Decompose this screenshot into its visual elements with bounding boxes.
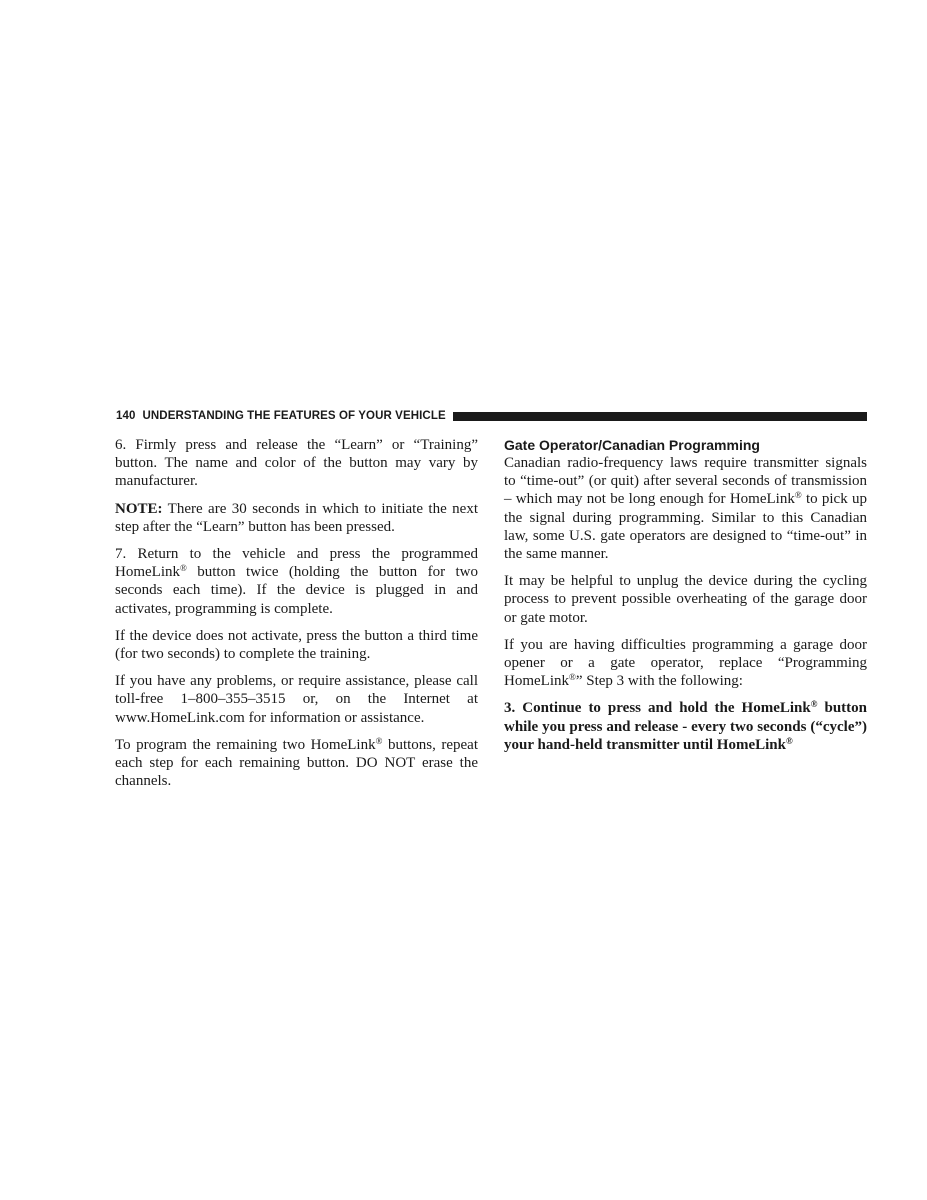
- assistance-paragraph: If you have any problems, or require assistance, please call toll-free 1–800–355–3515 or, on the Internet at www.HomeLink.com for information or assistance.: [115, 673, 478, 726]
- right-column: [504, 436, 867, 763]
- step-6-paragraph: 6. Firmly press and release the “Learn” or “Training” button. The name and color of the button may vary by manufacturer.: [115, 437, 478, 490]
- note-paragraph: NOTE: There are 30 seconds in which to initiate the next step after the “Learn” button has been pressed.: [115, 500, 478, 535]
- left-column: [115, 436, 478, 799]
- page-header: [116, 409, 867, 423]
- unplug-paragraph: It may be helpful to unplug the device during the cycling process to prevent possible overheating of the garage door or gate motor.: [504, 573, 867, 626]
- no-activation-paragraph: If the device does not activate, press the button a third time (for two seconds) to complete the training.: [115, 627, 478, 663]
- note-label: NOTE:: [115, 500, 163, 517]
- canadian-laws-paragraph: Canadian radio-frequency laws require transmitter signals to “time-out” (or quit) after several seconds of transmission – which may not be long enough for HomeLink® to pick up the signal during programming. Similar to this Canadian law, some U.S. gate operators are designed to “time-out” in the same manner.: [504, 455, 867, 563]
- registered-mark: ®: [794, 490, 802, 501]
- remaining-buttons-paragraph: To program the remaining two HomeLink® buttons, repeat each step for each remaining button. DO NOT erase the channels.: [115, 735, 479, 790]
- page-number: 140: [116, 410, 136, 422]
- registered-mark: ®: [375, 735, 383, 746]
- registered-mark: ®: [569, 672, 576, 683]
- registered-mark: ®: [785, 735, 793, 746]
- header-rule: [453, 412, 867, 421]
- section-title: UNDERSTANDING THE FEATURES OF YOUR VEHICLE: [142, 410, 446, 422]
- registered-mark: ®: [810, 699, 818, 710]
- step-3-paragraph: 3. Continue to press and hold the HomeLink® button while you press and release - every two seconds (“cycle”) your hand-held transmitter until HomeLink®: [504, 699, 867, 753]
- step-7-paragraph: 7. Return to the vehicle and press the programmed HomeLink® button twice (holding the button for two seconds each time). If the device is plugged in and activates, programming is complete.: [115, 546, 478, 617]
- difficulties-paragraph: If you are having difficulties programming a garage door opener or a gate operator, replace “Programming HomeLink®” Step 3 with the following:: [504, 636, 867, 690]
- gate-operator-heading: Gate Operator/Canadian Programming: [504, 437, 760, 453]
- registered-mark: ®: [180, 563, 187, 574]
